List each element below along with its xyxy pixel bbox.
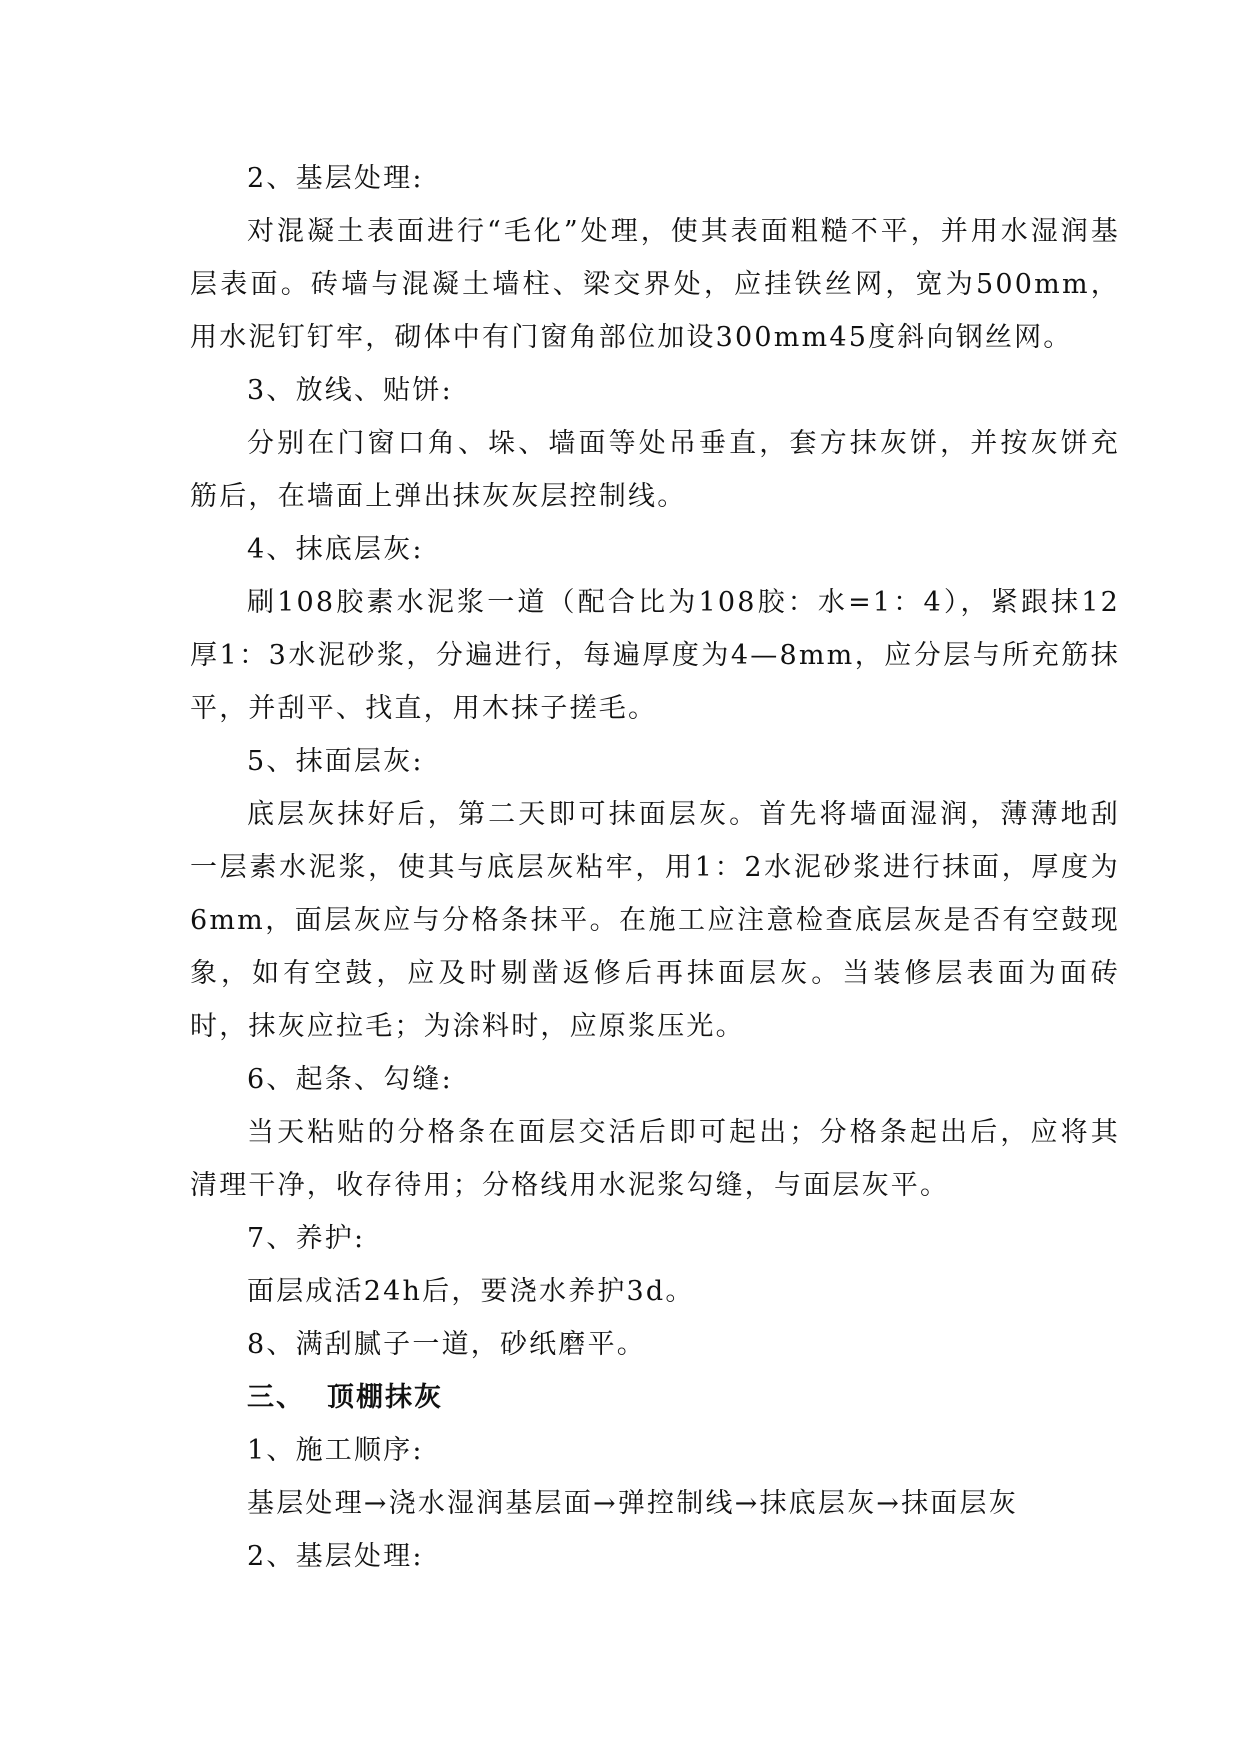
paragraph-strip-removal: 当天粘贴的分格条在面层交活后即可起出；分格条起出后，应将其清理干净，收存待用；分格线用水泥浆勾缝，与面层灰平。 bbox=[190, 1117, 1120, 1201]
paragraph-putty: 8、满刮腻子一道，砂纸磨平。 bbox=[247, 1329, 646, 1360]
section-heading-title: 顶棚抹灰 bbox=[327, 1382, 443, 1413]
subheading-construction-sequence: 1、施工顺序: bbox=[247, 1435, 424, 1466]
paragraph-base-coat: 刷108胶素水泥浆一道（配合比为108胶：水=1：4），紧跟抹12厚1：3水泥砂浆，分遍进行，每遍厚度为4—8mm，应分层与所充筋抹平，并刮平、找直，用木抹子搓毛。 bbox=[190, 587, 1120, 724]
subheading-finish-coat: 5、抹面层灰: bbox=[247, 746, 424, 777]
subheading-layout-marking: 3、放线、贴饼: bbox=[247, 375, 453, 406]
subheading-base-treatment: 2、基层处理: bbox=[247, 163, 424, 194]
subheading-ceiling-base-treatment: 2、基层处理: bbox=[247, 1541, 424, 1572]
paragraph-layout-marking: 分别在门窗口角、垛、墙面等处吊垂直，套方抹灰饼，并按灰饼充筋后，在墙面上弹出抹灰灰层控制线。 bbox=[190, 428, 1120, 512]
paragraph-curing: 面层成活24h后，要浇水养护3d。 bbox=[247, 1276, 695, 1307]
paragraph-construction-sequence: 基层处理→浇水湿润基层面→弹控制线→抹底层灰→抹面层灰 bbox=[247, 1488, 1018, 1519]
subheading-base-coat: 4、抹底层灰: bbox=[247, 534, 424, 565]
paragraph-base-treatment: 对混凝土表面进行“毛化”处理，使其表面粗糙不平，并用水湿润基层表面。砖墙与混凝土墙柱、梁交界处，应挂铁丝网，宽为500mm，用水泥钉钉牢，砌体中有门窗角部位加设300mm45度斜向钢丝网。 bbox=[190, 216, 1120, 353]
section-heading bbox=[190, 1371, 1120, 1424]
subheading-strip-removal: 6、起条、勾缝: bbox=[247, 1064, 453, 1095]
document-body bbox=[190, 152, 1120, 1583]
paragraph-finish-coat: 底层灰抹好后，第二天即可抹面层灰。首先将墙面湿润，薄薄地刮一层素水泥浆，使其与底层灰粘牢，用1：2水泥砂浆进行抹面，厚度为6mm，面层灰应与分格条抹平。在施工应注意检查底层灰是否有空鼓现象，如有空鼓，应及时剔凿返修后再抹面层灰。当装修层表面为面砖时，抹灰应拉毛；为涂料时，应原浆压光。 bbox=[190, 799, 1120, 1042]
subheading-curing: 7、养护: bbox=[247, 1223, 366, 1254]
section-heading-number: 三、 bbox=[247, 1382, 305, 1413]
